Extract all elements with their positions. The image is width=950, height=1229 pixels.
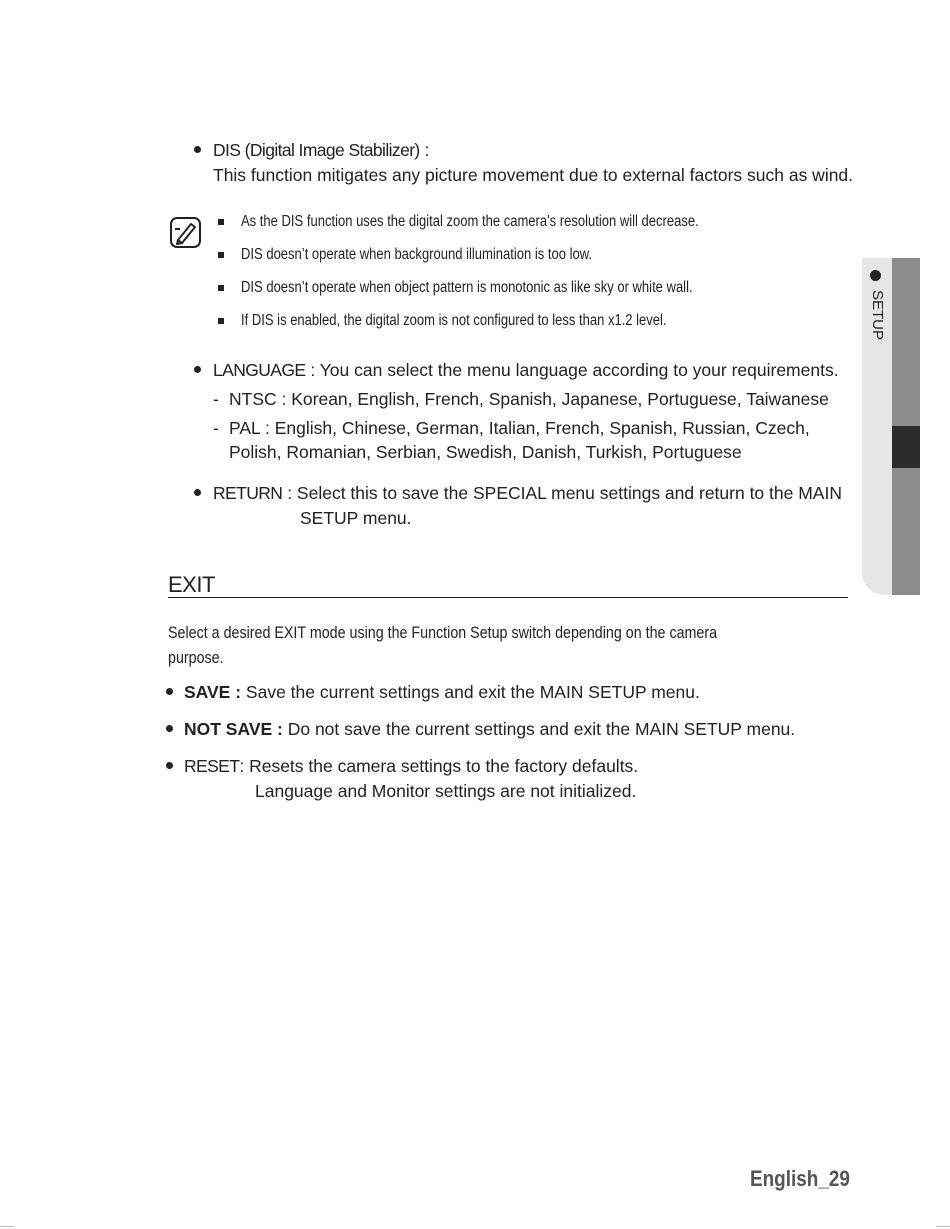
note-bullet (218, 318, 224, 324)
exit-intro-line2: purpose. (168, 648, 224, 667)
language-heading (213, 358, 839, 382)
note-item: DIS doesn’t operate when background illumination is too low. (241, 246, 593, 263)
exit-intro-line1: Select a desired EXIT mode using the Function Setup switch depending on the camera (168, 623, 718, 642)
note-bullet (218, 252, 224, 258)
note-item: DIS doesn’t operate when object pattern is monotonic as like sky or white wall. (241, 279, 693, 296)
dash-pal: - (213, 418, 219, 438)
language-term: LANGUAGE (213, 360, 306, 380)
bullet-save (166, 688, 173, 695)
bullet-reset (166, 762, 173, 769)
side-tab-dot-icon (870, 270, 881, 281)
dis-colon: : (419, 140, 430, 160)
return-heading (213, 481, 842, 505)
return-text-line2: SETUP menu. (300, 508, 412, 528)
reset-text-line1: : Resets the camera settings to the factory defaults. (239, 756, 639, 776)
dash-ntsc: - (213, 389, 219, 409)
reset-term: RESET (184, 756, 240, 776)
dis-heading (213, 138, 429, 162)
reset-item (184, 754, 638, 778)
dis-description: This function mitigates any picture movement due to external factors such as wind. (213, 165, 854, 185)
language-text: : You can select the menu language according to your requirements. (305, 360, 839, 380)
language-pal-line2: Polish, Romanian, Serbian, Swedish, Danish, Turkish, Portuguese (229, 442, 742, 462)
save-term: SAVE : (184, 682, 242, 702)
exit-heading: EXIT (168, 572, 215, 597)
dis-term: DIS (Digital Image Stabilizer) (213, 140, 420, 160)
note-item: If DIS is enabled, the digital zoom is not configured to less than x1.2 level. (241, 312, 667, 329)
reset-text-line2: Language and Monitor settings are not initialized. (255, 781, 637, 801)
note-bullet (218, 219, 224, 225)
note-pencil-icon (169, 216, 202, 249)
not-save-item (184, 717, 795, 741)
bullet-language (194, 366, 201, 373)
section-side-tab (862, 258, 920, 595)
return-term: RETURN (213, 483, 283, 503)
save-text: Save the current settings and exit the MAIN SETUP menu. (241, 682, 700, 702)
note-item: As the DIS function uses the digital zoom the camera's resolution will decrease. (241, 213, 699, 230)
not-save-term: NOT SAVE : (184, 719, 283, 739)
side-tab-marker (892, 426, 920, 468)
side-tab-label (867, 270, 887, 370)
language-ntsc: NTSC : Korean, English, French, Spanish, Japanese, Portuguese, Taiwanese (229, 389, 829, 409)
bullet-not-save (166, 725, 173, 732)
bullet-return (194, 489, 201, 496)
return-text-line1: : Select this to save the SPECIAL menu settings and return to the MAIN (282, 483, 842, 503)
side-tab-text: SETUP (869, 290, 886, 341)
crop-mark (936, 1226, 950, 1227)
crop-mark (0, 1226, 14, 1227)
language-pal-line1: PAL : English, Chinese, German, Italian, French, Spanish, Russian, Czech, (229, 418, 810, 438)
exit-divider (168, 597, 848, 598)
bullet-dis (194, 146, 201, 153)
page-number: English_29 (750, 1166, 850, 1191)
save-item (184, 680, 700, 704)
not-save-text: Do not save the current settings and exit the MAIN SETUP menu. (282, 719, 796, 739)
note-bullet (218, 285, 224, 291)
